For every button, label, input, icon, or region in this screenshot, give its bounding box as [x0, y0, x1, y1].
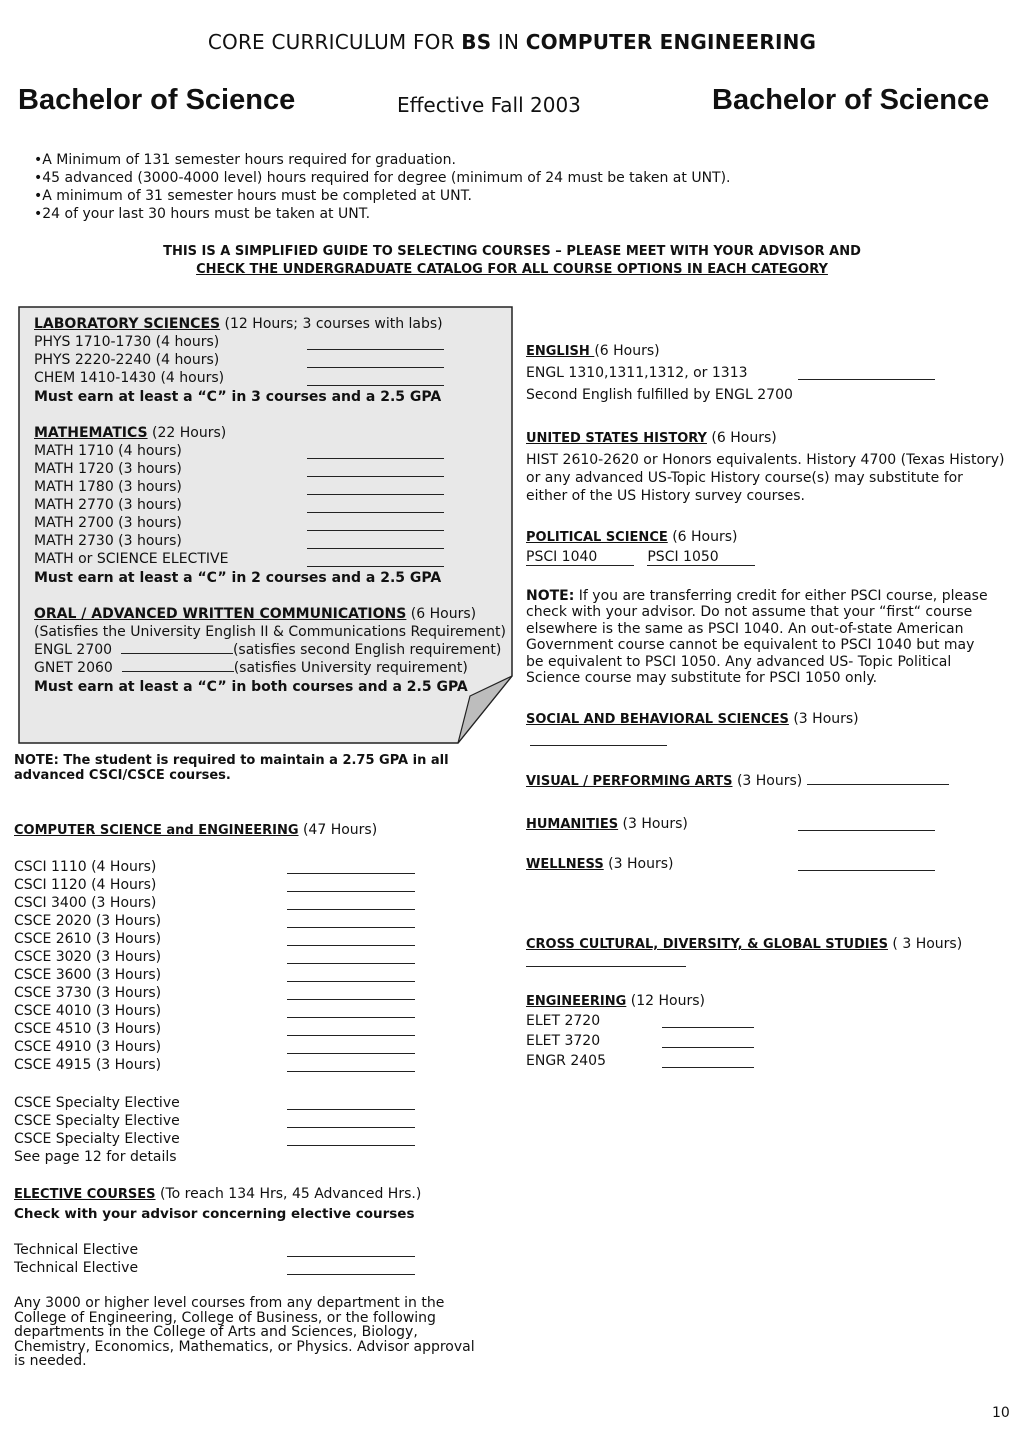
- advisor-guide-notice: [0, 243, 1024, 279]
- effective-date: Effective Fall 2003: [397, 93, 581, 117]
- cse-course: CSCE 3020 (3 Hours): [14, 949, 162, 965]
- title-part-bold: BS: [461, 30, 492, 54]
- electives-description: Any 3000 or higher level courses from any department in the College of Engineering, College of Business, or the following departments in the College of Arts and Sciences, Biology, Chemistry, Economics, Mathematics, or Physics. Advisor approval is needed.: [14, 1295, 475, 1370]
- degree-title-left: Bachelor of Science: [18, 84, 296, 116]
- technical-elective: Technical Elective: [14, 1260, 139, 1276]
- cross-cultural-heading: CROSS CULTURAL, DIVERSITY, & GLOBAL STUDIES ( 3 Hours): [526, 936, 963, 952]
- specialty-elective-blank[interactable]: [287, 1145, 415, 1146]
- cse-course: CSCI 1120 (4 Hours): [14, 877, 157, 893]
- specialty-elective-blank[interactable]: [287, 1109, 415, 1110]
- english-course-blank[interactable]: [798, 379, 935, 380]
- cse-course-blank[interactable]: [287, 927, 415, 928]
- see-page-note: See page 12 for details: [14, 1149, 177, 1165]
- engineering-course-blank[interactable]: [662, 1027, 754, 1028]
- psci-1050-blank[interactable]: PSCI 1050: [647, 550, 755, 566]
- cse-course-blank[interactable]: [287, 981, 415, 982]
- wellness-heading: WELLNESS (3 Hours): [526, 856, 674, 872]
- math-course: MATH 1780 (3 hours): [34, 479, 182, 495]
- math-course-blank[interactable]: [307, 494, 444, 495]
- guide-line-1: THIS IS A SIMPLIFIED GUIDE TO SELECTING COURSES – PLEASE MEET WITH YOUR ADVISOR AND: [163, 244, 861, 259]
- requirement-item: •24 of your last 30 hours must be taken at UNT.: [34, 206, 371, 222]
- lab-course: PHYS 2220-2240 (4 hours): [34, 352, 220, 368]
- cse-course-blank[interactable]: [287, 891, 415, 892]
- cse-course-blank[interactable]: [287, 963, 415, 964]
- math-course-blank[interactable]: [307, 530, 444, 531]
- lab-course: PHYS 1710-1730 (4 hours): [34, 334, 220, 350]
- page-title: [0, 30, 1024, 54]
- visual-arts-heading: VISUAL / PERFORMING ARTS (3 Hours): [526, 772, 949, 791]
- requirements-list: [34, 151, 731, 223]
- humanities-heading: HUMANITIES (3 Hours): [526, 816, 688, 832]
- math-course-blank[interactable]: [307, 458, 444, 459]
- math-course: MATH or SCIENCE ELECTIVE: [34, 551, 229, 567]
- gnet-2060-blank[interactable]: [122, 670, 234, 672]
- humanities-blank[interactable]: [798, 830, 935, 831]
- title-part: CORE CURRICULUM FOR: [207, 30, 462, 54]
- social-sciences-blank[interactable]: [530, 745, 667, 746]
- wellness-blank[interactable]: [798, 870, 935, 871]
- specialty-elective: CSCE Specialty Elective: [14, 1113, 180, 1129]
- requirement-item: •A minimum of 31 semester hours must be completed at UNT.: [34, 188, 472, 204]
- math-course: MATH 1720 (3 hours): [34, 461, 182, 477]
- math-course: MATH 1710 (4 hours): [34, 443, 182, 459]
- gnet-2060-row: GNET 2060 (satisfies University requirement): [34, 660, 468, 676]
- math-heading: MATHEMATICS (22 Hours): [34, 425, 227, 441]
- engineering-course: ELET 2720: [526, 1013, 601, 1029]
- cse-course: CSCE 2020 (3 Hours): [14, 913, 162, 929]
- cse-heading: COMPUTER SCIENCE and ENGINEERING (47 Hours): [14, 822, 378, 838]
- math-course-blank[interactable]: [307, 566, 444, 567]
- math-grade-note: Must earn at least a “C” in 2 courses and a 2.5 GPA: [34, 570, 442, 586]
- cse-course-blank[interactable]: [287, 909, 415, 910]
- specialty-elective: CSCE Specialty Elective: [14, 1095, 180, 1111]
- math-course: MATH 2700 (3 hours): [34, 515, 182, 531]
- cse-course: CSCE 4510 (3 Hours): [14, 1021, 162, 1037]
- cse-course-blank[interactable]: [287, 873, 415, 874]
- english-course: ENGL 1310,1311,1312, or 1313: [526, 365, 748, 381]
- social-sciences-heading: SOCIAL AND BEHAVIORAL SCIENCES (3 Hours): [526, 711, 859, 727]
- math-course-blank[interactable]: [307, 548, 444, 549]
- cse-course-blank[interactable]: [287, 1035, 415, 1036]
- oral-grade-note: Must earn at least a “C” in both courses and a 2.5 GPA: [34, 679, 468, 695]
- engineering-course-blank[interactable]: [662, 1067, 754, 1068]
- technical-elective-blank[interactable]: [287, 1256, 415, 1257]
- psci-1040-blank[interactable]: PSCI 1040: [526, 550, 634, 566]
- us-history-description: HIST 2610-2620 or Honors equivalents. History 4700 (Texas History) or any advanced US-Topic History course(s) may substitute for either of the US History survey courses.: [526, 452, 1005, 504]
- cse-course: CSCI 3400 (3 Hours): [14, 895, 157, 911]
- requirement-item: •45 advanced (3000-4000 level) hours required for degree (minimum of 24 must be taken at UNT).: [34, 170, 731, 186]
- oral-written-sub: (Satisfies the University English II & Communications Requirement): [34, 624, 506, 640]
- title-part: IN: [491, 30, 526, 54]
- page-number: 10: [992, 1405, 1010, 1421]
- cse-course: CSCI 1110 (4 Hours): [14, 859, 157, 875]
- specialty-elective: CSCE Specialty Elective: [14, 1131, 180, 1147]
- lab-grade-note: Must earn at least a “C” in 3 courses and a 2.5 GPA: [34, 389, 442, 405]
- guide-line-2: CHECK THE UNDERGRADUATE CATALOG FOR ALL COURSE OPTIONS IN EACH CATEGORY: [196, 262, 828, 277]
- lab-course-blank[interactable]: [307, 385, 444, 386]
- english-heading: ENGLISH (6 Hours): [526, 343, 660, 359]
- english-second: Second English fulfilled by ENGL 2700: [526, 387, 793, 403]
- engl-2700-blank[interactable]: [121, 652, 233, 654]
- electives-check-note: Check with your advisor concerning elective courses: [14, 1206, 415, 1222]
- engineering-heading: ENGINEERING (12 Hours): [526, 993, 705, 1009]
- math-course: MATH 2730 (3 hours): [34, 533, 182, 549]
- poli-sci-heading: POLITICAL SCIENCE (6 Hours): [526, 529, 738, 545]
- cse-course: CSCE 4915 (3 Hours): [14, 1057, 162, 1073]
- math-course-blank[interactable]: [307, 476, 444, 477]
- technical-elective-blank[interactable]: [287, 1274, 415, 1275]
- gpa-note: NOTE: The student is required to maintain a 2.75 GPA in all advanced CSCI/CSCE courses.: [14, 753, 449, 783]
- degree-title-right: Bachelor of Science: [712, 84, 990, 116]
- technical-elective: Technical Elective: [14, 1242, 139, 1258]
- lab-sciences-heading: LABORATORY SCIENCES (12 Hours; 3 courses with labs): [34, 316, 443, 332]
- math-course: MATH 2770 (3 hours): [34, 497, 182, 513]
- specialty-elective-blank[interactable]: [287, 1127, 415, 1128]
- cse-course-blank[interactable]: [287, 945, 415, 946]
- title-part-bold: COMPUTER ENGINEERING: [525, 30, 817, 54]
- cse-course: CSCE 2610 (3 Hours): [14, 931, 162, 947]
- oral-written-heading: ORAL / ADVANCED WRITTEN COMMUNICATIONS (6 Hours): [34, 606, 477, 622]
- poli-sci-courses: [526, 548, 755, 566]
- lab-course-blank[interactable]: [307, 349, 444, 350]
- cse-course: CSCE 3730 (3 Hours): [14, 985, 162, 1001]
- cse-course: CSCE 3600 (3 Hours): [14, 967, 162, 983]
- engineering-course-blank[interactable]: [662, 1047, 754, 1048]
- cse-course: CSCE 4010 (3 Hours): [14, 1003, 162, 1019]
- engineering-course: ENGR 2405: [526, 1053, 606, 1069]
- cse-course-blank[interactable]: [287, 1071, 415, 1072]
- lab-course-blank[interactable]: [307, 367, 444, 368]
- us-history-heading: UNITED STATES HISTORY (6 Hours): [526, 430, 777, 446]
- engineering-course: ELET 3720: [526, 1033, 601, 1049]
- math-course-blank[interactable]: [307, 512, 444, 513]
- lab-course: CHEM 1410-1430 (4 hours): [34, 370, 225, 386]
- engl-2700-row: ENGL 2700 (satisfies second English requirement): [34, 642, 502, 658]
- psci-transfer-note: NOTE: If you are transferring credit for either PSCI course, please check with your advisor. Do not assume that your “first“ course elsewhere is the same as PSCI 1040. An out-of-state American Government course cannot be equivalent to PSCI 1040 but may be equivalent to PSCI 1050. Any advanced US- Topic Political Science course may substitute for PSCI 1050 only.: [526, 588, 988, 687]
- cse-course: CSCE 4910 (3 Hours): [14, 1039, 162, 1055]
- cse-course-blank[interactable]: [287, 999, 415, 1000]
- cse-course-blank[interactable]: [287, 1017, 415, 1018]
- visual-arts-blank[interactable]: [807, 783, 949, 785]
- cross-cultural-blank[interactable]: [526, 966, 686, 967]
- electives-heading: ELECTIVE COURSES (To reach 134 Hrs, 45 Advanced Hrs.): [14, 1186, 422, 1202]
- cse-course-blank[interactable]: [287, 1053, 415, 1054]
- requirement-item: •A Minimum of 131 semester hours required for graduation.: [34, 152, 456, 168]
